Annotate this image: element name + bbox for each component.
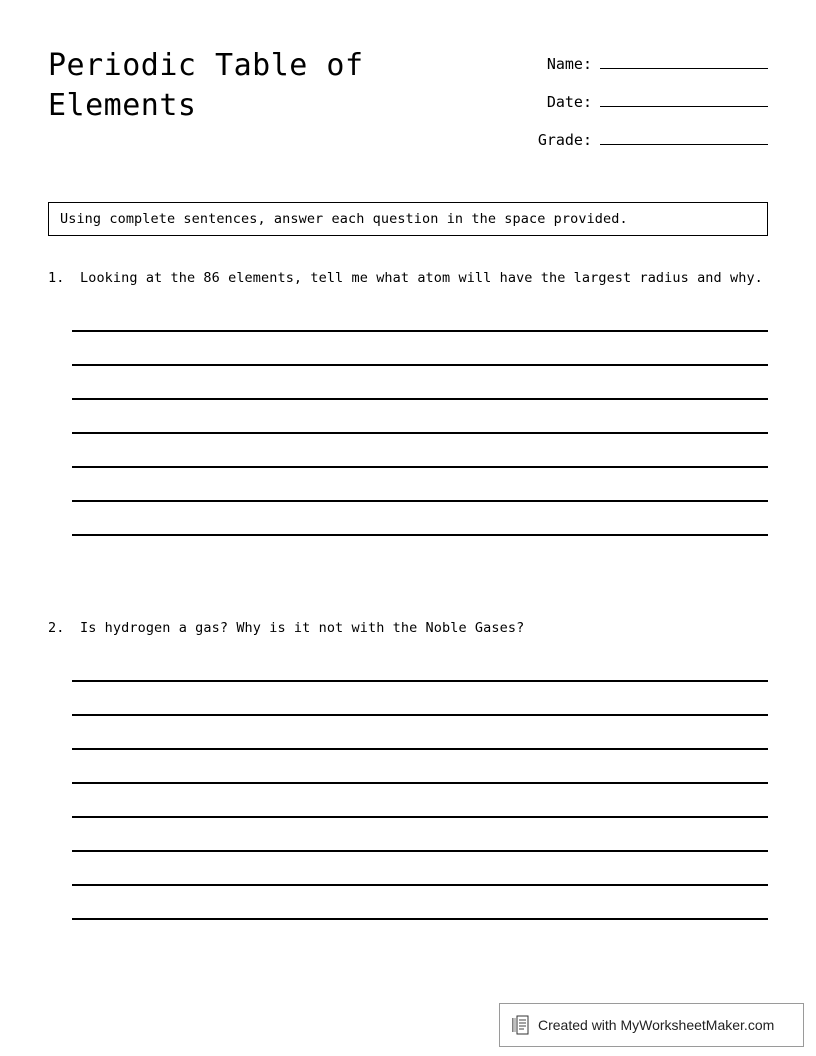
worksheet-maker-logo-icon [512, 1015, 530, 1035]
answer-line[interactable] [72, 298, 768, 332]
answer-line[interactable] [72, 468, 768, 502]
question-2 [48, 618, 768, 920]
grade-field-label: Grade: [537, 131, 592, 149]
answer-line[interactable] [72, 502, 768, 536]
answer-line[interactable] [72, 366, 768, 400]
answer-line[interactable] [72, 750, 768, 784]
question-2-prompt [48, 618, 768, 638]
worksheet-header [48, 40, 768, 164]
grade-field-input[interactable] [600, 126, 768, 145]
date-field-row [468, 88, 768, 126]
answer-line[interactable] [72, 400, 768, 434]
answer-line[interactable] [72, 434, 768, 468]
question-2-text: Is hydrogen a gas? Why is it not with the Noble Gases? [80, 620, 525, 636]
answer-line[interactable] [72, 886, 768, 920]
name-field-label: Name: [546, 55, 592, 73]
answer-line[interactable] [72, 784, 768, 818]
question-1-prompt [48, 268, 768, 288]
date-field-label: Date: [546, 93, 592, 111]
answer-line[interactable] [72, 852, 768, 886]
question-2-answer-area[interactable] [48, 648, 768, 920]
answer-line[interactable] [72, 648, 768, 682]
answer-line[interactable] [72, 818, 768, 852]
answer-line[interactable] [72, 332, 768, 366]
answer-line[interactable] [72, 716, 768, 750]
student-info-fields [468, 40, 768, 164]
question-1 [48, 268, 768, 536]
page-title: Periodic Table of Elements [48, 48, 364, 123]
date-field-input[interactable] [600, 88, 768, 107]
name-field-row [468, 50, 768, 88]
worksheet-maker-badge-text: Created with MyWorksheetMaker.com [538, 1017, 775, 1033]
grade-field-row [468, 126, 768, 164]
answer-line[interactable] [72, 682, 768, 716]
directions-text: Using complete sentences, answer each question in the space provided. [60, 211, 628, 227]
directions-box [48, 202, 768, 236]
question-1-answer-area[interactable] [48, 298, 768, 536]
name-field-input[interactable] [600, 50, 768, 69]
worksheet-maker-badge[interactable] [499, 1003, 804, 1047]
question-1-number: 1. [48, 270, 65, 286]
question-1-text: Looking at the 86 elements, tell me what atom will have the largest radius and why. [80, 270, 763, 286]
question-2-number: 2. [48, 620, 65, 636]
